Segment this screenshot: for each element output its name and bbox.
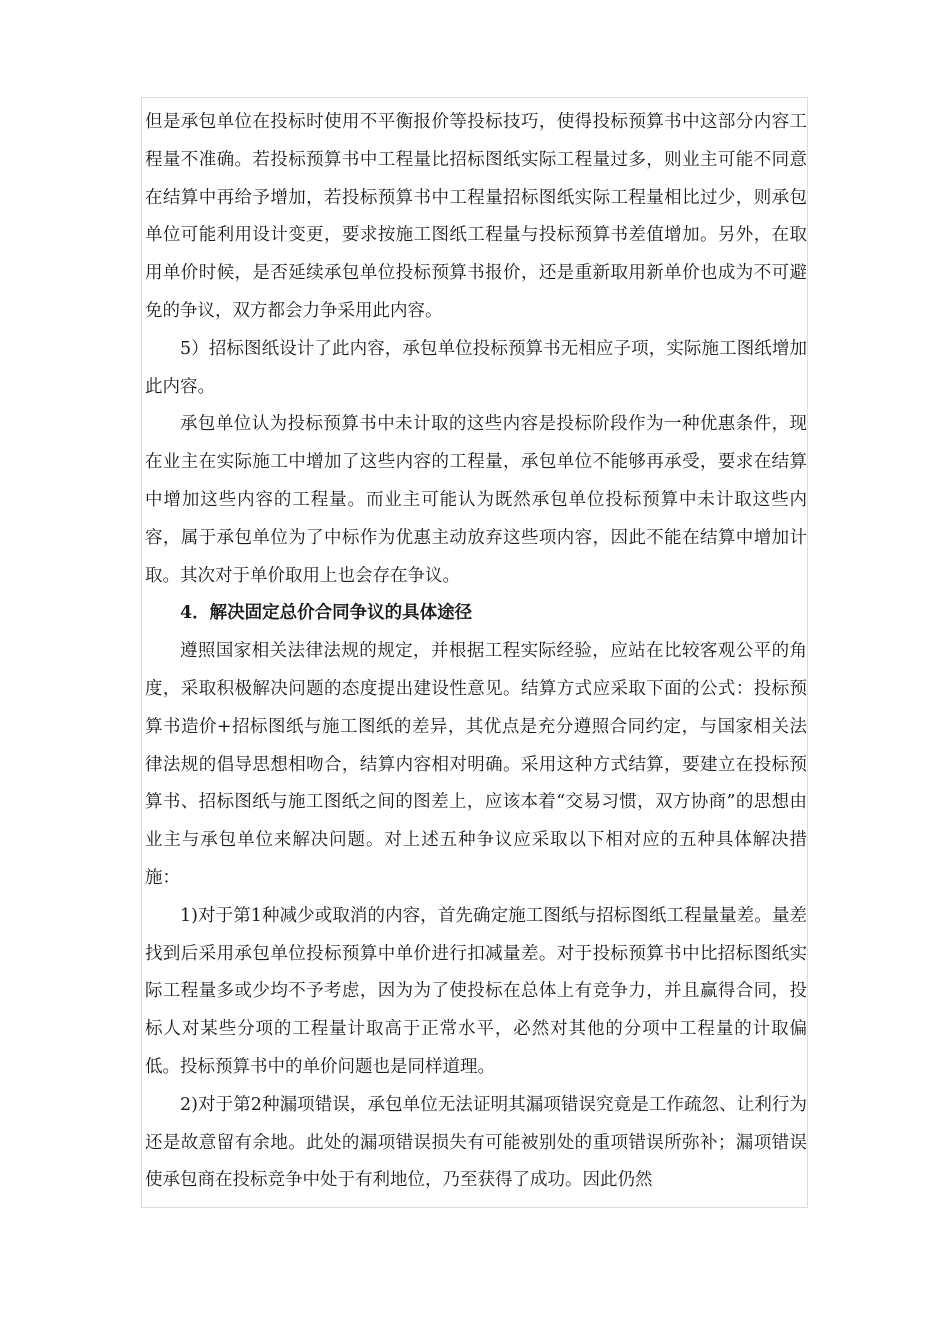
paragraph-4: 遵照国家相关法律法规的规定，并根据工程实际经验，应站在比较客观公平的角度，采取积极解决问题的态度提出建设性意见。结算方式应采取下面的公式：投标预算书造价+招标图纸与施工图纸的差异，其优点是充分遵照合同约定，与国家相关法律法规的倡导思想相吻合，结算内容相对明确。采用这种方式结算，要建立在投标预算书、招标图纸与施工图纸之间的图差上，应该本着“交易习惯，双方协商”的思想由业主与承包单位来解决问题。对上述五种争议应采取以下相对应的五种具体解决措施： — [145, 641, 807, 888]
document-body — [145, 104, 807, 1200]
paragraph-3: 承包单位认为投标预算书中未计取的这些内容是投标阶段作为一种优惠条件，现在业主在实际施工中增加了这些内容的工程量，承包单位不能够再承受，要求在结算中增加这些内容的工程量。而业主可能认为既然承包单位投标预算中未计取这些内容，属于承包单位为了中标作为优惠主动放弃这些项内容，因此不能在结算中增加计取。其次对于单价取用上也会存在争议。 — [145, 414, 807, 586]
paragraph-6: 2)对于第2种漏项错误，承包单位无法证明其漏项错误究竟是工作疏忽、让利行为还是故意留有余地。此处的漏项错误损失有可能被别处的重项错误所弥补；漏项错误使承包商在投标竞争中处于有利地位，乃至获得了成功。因此仍然 — [145, 1094, 807, 1191]
section-heading: 4．解决固定总价合同争议的具体途径 — [180, 603, 473, 624]
paragraph-1: 但是承包单位在投标时使用不平衡报价等投标技巧，使得投标预算书中这部分内容工程量不准确。若投标预算书中工程量比招标图纸实际工程量过多，则业主可能不同意在结算中再给予增加，若投标预算书中工程量招标图纸实际工程量相比过少，则承包单位可能利用设计变更，要求按施工图纸工程量与投标预算书差值增加。另外，在取用单价时候，是否延续承包单位投标预算书报价，还是重新取用新单价也成为不可避免的争议，双方都会力争采用此内容。 — [145, 112, 807, 321]
paragraph-5: 1)对于第1种减少或取消的内容，首先确定施工图纸与招标图纸工程量量差。量差找到后采用承包单位投标预算中单价进行扣减量差。对于投标预算书中比招标图纸实际工程量多或少均不予考虑，因为为了使投标在总体上有竞争力，并且赢得合同，投标人对某些分项的工程量计取高于正常水平，必然对其他的分项中工程量的计取偏低。投标预算书中的单价问题也是同样道理。 — [145, 905, 807, 1077]
paragraph-2: 5）招标图纸设计了此内容，承包单位投标预算书无相应子项，实际施工图纸增加此内容。 — [145, 338, 807, 397]
